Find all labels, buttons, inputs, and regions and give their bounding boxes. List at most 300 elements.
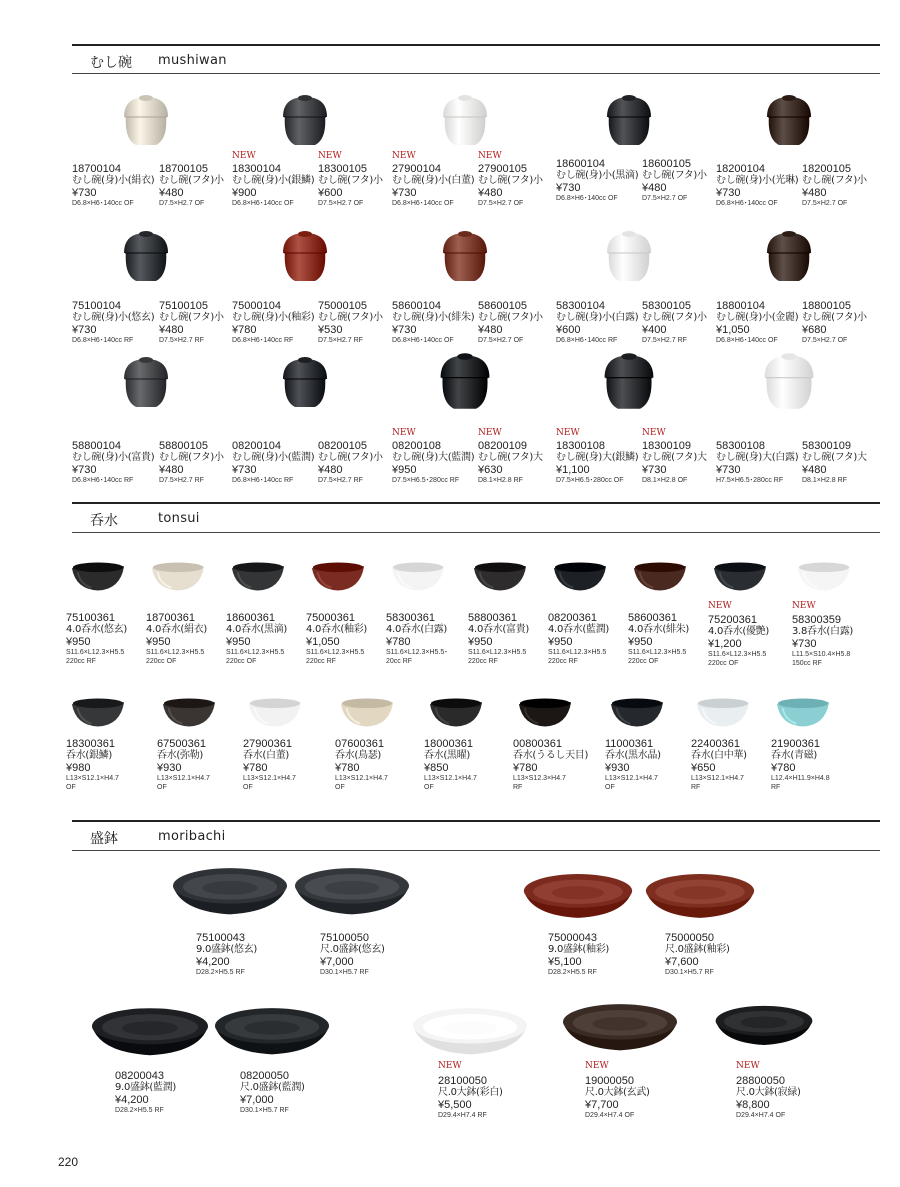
product-price: ¥5,100	[548, 956, 582, 968]
product-name: むし碗(フタ)小	[318, 312, 383, 323]
product-price: ¥1,200	[708, 638, 742, 650]
product-price: ¥950	[628, 636, 653, 648]
product-name: 9.0盛鉢(釉彩)	[548, 944, 610, 955]
product-code: 08200104	[232, 440, 281, 452]
product-spec: S11.6×L12.3×H5.5	[226, 649, 285, 656]
product-spec: D6.8×H6･140cc OF	[392, 200, 454, 207]
moribachi-image	[561, 1002, 679, 1052]
tonsui-image	[695, 694, 751, 730]
product-price: ¥730	[642, 464, 667, 476]
product-item	[802, 440, 888, 485]
product-item	[556, 158, 642, 203]
product-spec: D6.8×H6･140cc RF	[232, 337, 294, 344]
product-price: ¥5,500	[438, 1099, 472, 1111]
tonsui-image	[339, 694, 395, 730]
product-item	[802, 163, 888, 208]
product-code: 75100361	[66, 612, 115, 624]
product-price: ¥730	[392, 187, 417, 199]
product-spec: L13×S12.1×H4.7	[243, 775, 296, 782]
product-spec: D6.8×H6･140cc RF	[232, 477, 294, 484]
product-price: ¥950	[392, 464, 417, 476]
product-spec: D30.1×H5.7 RF	[665, 969, 714, 976]
new-badge: NEW	[232, 151, 256, 161]
product-spec-extra: RF	[771, 784, 781, 791]
product-spec: D6.8×H6･140cc OF	[556, 195, 618, 202]
product-name: 呑水(銀鱗)	[66, 750, 113, 761]
product-item	[708, 614, 794, 668]
product-name: 尺.0盛鉢(釉彩)	[665, 944, 730, 955]
page-number: 220	[58, 1155, 79, 1169]
new-badge: NEW	[392, 428, 416, 438]
product-code: 58300104	[556, 300, 605, 312]
product-spec-extra: OF	[424, 784, 434, 791]
product-spec: L12.4×H11.9×H4.8	[771, 775, 830, 782]
section-underline	[72, 532, 880, 533]
new-badge: NEW	[318, 151, 342, 161]
product-item	[478, 440, 564, 485]
mushiwan-image	[603, 93, 655, 147]
product-name: 呑水(青磁)	[771, 750, 818, 761]
product-name: 呑水(弥勒)	[157, 750, 204, 761]
product-spec: D7.5×H2.7 OF	[478, 337, 524, 344]
product-item	[72, 440, 158, 485]
product-price: ¥4,200	[115, 1094, 149, 1106]
mushiwan-image	[279, 355, 331, 409]
new-badge: NEW	[708, 601, 732, 611]
product-code: 75000104	[232, 300, 281, 312]
product-spec: S11.6×L12.3×H5.5	[628, 649, 687, 656]
product-spec-extra: 220cc RF	[306, 658, 336, 665]
product-spec: D7.5×H2.7 OF	[478, 200, 524, 207]
product-name: むし碗(フタ)大	[642, 452, 707, 463]
product-code: 58300105	[642, 300, 691, 312]
product-code: 08200361	[548, 612, 597, 624]
product-item	[240, 1070, 326, 1115]
product-name: むし碗(フタ)大	[802, 452, 867, 463]
product-name: 4.0呑水(釉彩)	[306, 624, 368, 635]
new-badge: NEW	[642, 428, 666, 438]
product-name: むし碗(身)小(藍潤)	[232, 452, 315, 463]
product-item	[226, 612, 312, 666]
product-name: むし碗(身)小(銀鱗)	[232, 175, 315, 186]
product-spec: D6.8×H6･140cc OF	[716, 200, 778, 207]
tonsui-image	[150, 558, 206, 594]
product-price: ¥650	[691, 762, 716, 774]
product-spec-extra: 150cc RF	[792, 660, 822, 667]
product-code: 75000043	[548, 932, 597, 944]
product-code: 08200109	[478, 440, 527, 452]
tonsui-image	[230, 558, 286, 594]
mushiwan-image	[439, 93, 491, 147]
product-item	[548, 612, 634, 666]
product-spec: D7.5×H2.7 OF	[802, 337, 848, 344]
product-name: 4.0呑水(悠玄)	[66, 624, 128, 635]
product-code: 18300361	[66, 738, 115, 750]
product-name: むし碗(フタ)大	[478, 452, 543, 463]
product-spec: D6.8×H6･140cc RF	[72, 477, 134, 484]
product-item	[736, 1075, 822, 1120]
product-spec: S11.6×L12.3×H5.5	[66, 649, 125, 656]
product-name: むし碗(身)大(藍潤)	[392, 452, 475, 463]
product-name: むし碗(身)小(富貴)	[72, 452, 155, 463]
product-item	[716, 440, 802, 485]
product-spec: S11.6×L12.3×H5.5･	[386, 649, 448, 656]
product-spec: S11.6×L12.3×H5.5	[548, 649, 607, 656]
product-price: ¥7,700	[585, 1099, 619, 1111]
product-spec: D7.5×H2.7 RF	[642, 337, 687, 344]
product-spec: L13×S12.3×H4.7	[513, 775, 566, 782]
product-price: ¥1,050	[716, 324, 750, 336]
product-spec: D7.5×H2.7 RF	[159, 337, 204, 344]
product-name: むし碗(フタ)小	[159, 312, 224, 323]
product-code: 18300108	[556, 440, 605, 452]
new-badge: NEW	[556, 428, 580, 438]
tonsui-image	[390, 558, 446, 594]
product-price: ¥600	[318, 187, 343, 199]
product-item	[232, 440, 318, 485]
product-spec: D28.2×H5.5 RF	[548, 969, 597, 976]
section-subtitle-moribachi: moribachi	[158, 829, 226, 844]
product-spec-extra: 220cc OF	[708, 660, 739, 667]
mushiwan-image	[120, 93, 172, 147]
section-underline	[72, 73, 880, 74]
product-item	[438, 1075, 524, 1120]
product-name: むし碗(フタ)小	[642, 170, 707, 181]
new-badge: NEW	[736, 1061, 760, 1071]
product-code: 08200050	[240, 1070, 289, 1082]
product-item	[115, 1070, 201, 1115]
product-name: 尺.0盛鉢(藍潤)	[240, 1082, 305, 1093]
product-code: 67500361	[157, 738, 206, 750]
tonsui-image	[310, 558, 366, 594]
moribachi-image	[213, 1006, 331, 1056]
product-item	[585, 1075, 671, 1120]
mushiwan-image	[279, 229, 331, 283]
product-item	[424, 738, 510, 792]
product-code: 58600105	[478, 300, 527, 312]
product-name: 3.8呑水(白露)	[792, 626, 854, 637]
product-price: ¥780	[771, 762, 796, 774]
product-code: 18000361	[424, 738, 473, 750]
section-subtitle-tonsui: tonsui	[158, 511, 200, 526]
product-code: 11000361	[605, 738, 654, 750]
product-code: 58300361	[386, 612, 435, 624]
product-spec: L13×S12.1×H4.7	[424, 775, 477, 782]
product-spec: D28.2×H5.5 RF	[115, 1107, 164, 1114]
product-item	[66, 738, 152, 792]
product-item	[716, 300, 802, 345]
product-spec-extra: RF	[513, 784, 523, 791]
product-item	[556, 440, 642, 485]
product-code: 08200108	[392, 440, 441, 452]
product-name: 4.0呑水(絹衣)	[146, 624, 208, 635]
product-code: 18600105	[642, 158, 691, 170]
product-code: 28800050	[736, 1075, 785, 1087]
product-item	[548, 932, 634, 977]
product-item	[716, 163, 802, 208]
product-item	[771, 738, 857, 792]
product-item	[392, 300, 478, 345]
product-code: 27900104	[392, 163, 441, 175]
product-price: ¥480	[159, 324, 184, 336]
tonsui-image	[70, 558, 126, 594]
product-code: 75000361	[306, 612, 355, 624]
product-name: 呑水(うるし天目)	[513, 750, 589, 761]
product-spec: S11.6×L12.3×H5.5	[708, 651, 767, 658]
product-price: ¥480	[318, 464, 343, 476]
product-spec: D29.4×H7.4 OF	[585, 1112, 635, 1119]
product-spec-extra: 20cc RF	[386, 658, 413, 665]
section-underline	[72, 850, 880, 851]
product-name: むし碗(フタ)小	[478, 175, 543, 186]
section-divider	[72, 820, 880, 822]
product-code: 75100043	[196, 932, 245, 944]
product-code: 18300109	[642, 440, 691, 452]
tonsui-image	[247, 694, 303, 730]
product-code: 75100050	[320, 932, 369, 944]
product-code: 00800361	[513, 738, 562, 750]
product-price: ¥600	[556, 324, 581, 336]
product-price: ¥730	[792, 638, 817, 650]
product-item	[468, 612, 554, 666]
product-spec: D8.1×H2.8 RF	[478, 477, 523, 484]
product-name: むし碗(身)大(白露)	[716, 452, 799, 463]
product-code: 18300104	[232, 163, 281, 175]
mushiwan-image	[760, 351, 818, 411]
product-price: ¥950	[548, 636, 573, 648]
mushiwan-image	[603, 229, 655, 283]
product-code: 18700105	[159, 163, 208, 175]
product-name: むし碗(身)小(金麗)	[716, 312, 799, 323]
product-code: 28100050	[438, 1075, 487, 1087]
product-name: 4.0呑水(優艶)	[708, 626, 770, 637]
product-spec: S11.6×L12.3×H5.5	[306, 649, 365, 656]
mushiwan-image	[120, 355, 172, 409]
product-price: ¥480	[478, 187, 503, 199]
moribachi-image	[171, 866, 289, 916]
product-code: 18800104	[716, 300, 765, 312]
product-code: 18200105	[802, 163, 851, 175]
product-name: 4.0呑水(富貴)	[468, 624, 530, 635]
product-spec-extra: OF	[605, 784, 615, 791]
product-spec: D29.4×H7.4 RF	[438, 1112, 487, 1119]
mushiwan-image	[120, 229, 172, 283]
product-name: 呑水(黒曜)	[424, 750, 471, 761]
product-price: ¥730	[392, 324, 417, 336]
product-price: ¥780	[335, 762, 360, 774]
product-price: ¥730	[72, 464, 97, 476]
section-subtitle-mushiwan: mushiwan	[158, 53, 227, 68]
product-code: 18700104	[72, 163, 121, 175]
product-name: 4.0呑水(緋朱)	[628, 624, 690, 635]
product-price: ¥730	[716, 187, 741, 199]
product-name: むし碗(身)小(光琳)	[716, 175, 799, 186]
moribachi-image	[522, 872, 634, 919]
product-spec-extra: OF	[66, 784, 76, 791]
product-spec: D29.4×H7.4 OF	[736, 1112, 786, 1119]
product-name: むし碗(身)大(銀鱗)	[556, 452, 639, 463]
product-item	[232, 300, 318, 345]
new-badge: NEW	[585, 1061, 609, 1071]
product-spec: D8.1×H2.8 RF	[802, 477, 847, 484]
product-spec: D6.8×H6･140cc OF	[716, 337, 778, 344]
product-code: 18200104	[716, 163, 765, 175]
product-item	[605, 738, 691, 792]
product-code: 58800361	[468, 612, 517, 624]
product-price: ¥780	[243, 762, 268, 774]
product-name: むし碗(フタ)小	[478, 312, 543, 323]
product-item	[66, 612, 152, 666]
product-price: ¥480	[159, 187, 184, 199]
product-spec: L13×S12.1×H4.7	[605, 775, 658, 782]
tonsui-image	[796, 558, 852, 594]
product-price: ¥730	[72, 324, 97, 336]
product-item	[392, 440, 478, 485]
product-item	[802, 300, 888, 345]
product-spec: D7.5×H2.7 OF	[318, 200, 364, 207]
product-spec-extra: 220cc RF	[468, 658, 498, 665]
product-code: 08200105	[318, 440, 367, 452]
product-name: むし碗(フタ)小	[642, 312, 707, 323]
product-code: 21900361	[771, 738, 820, 750]
product-item	[556, 300, 642, 345]
product-name: 尺.0大鉢(寂緑)	[736, 1087, 801, 1098]
product-price: ¥950	[66, 636, 91, 648]
product-price: ¥7,000	[320, 956, 354, 968]
product-price: ¥400	[642, 324, 667, 336]
product-name: 尺.0盛鉢(悠玄)	[320, 944, 385, 955]
product-item	[232, 163, 318, 208]
mushiwan-image	[763, 93, 815, 147]
product-code: 58300109	[802, 440, 851, 452]
product-spec-extra: 220cc OF	[146, 658, 177, 665]
product-item	[665, 932, 751, 977]
product-spec: D6.8×H6･140cc RF	[556, 337, 618, 344]
product-spec-extra: OF	[243, 784, 253, 791]
new-badge: NEW	[392, 151, 416, 161]
product-name: むし碗(身)小(悠玄)	[72, 312, 155, 323]
product-spec: S11.6×L12.3×H5.5	[146, 649, 205, 656]
product-code: 75000050	[665, 932, 714, 944]
product-price: ¥7,600	[665, 956, 699, 968]
product-spec: D7.5×H6.5･280cc RF	[392, 477, 460, 484]
product-spec: D6.8×H6･140cc OF	[392, 337, 454, 344]
mushiwan-image	[279, 93, 331, 147]
product-price: ¥780	[513, 762, 538, 774]
product-spec: D7.5×H2.7 OF	[802, 200, 848, 207]
product-spec-extra: 220cc RF	[548, 658, 578, 665]
product-item	[157, 738, 243, 792]
new-badge: NEW	[792, 601, 816, 611]
product-item	[196, 932, 282, 977]
moribachi-image	[293, 866, 411, 916]
mushiwan-image	[600, 351, 658, 411]
product-spec-extra: RF	[691, 784, 701, 791]
product-name: 尺.0大鉢(彩白)	[438, 1087, 503, 1098]
product-price: ¥530	[318, 324, 343, 336]
product-price: ¥7,000	[240, 1094, 274, 1106]
product-spec-extra: 220cc OF	[628, 658, 659, 665]
product-price: ¥730	[556, 182, 581, 194]
tonsui-image	[632, 558, 688, 594]
product-name: むし碗(身)小(絹衣)	[72, 175, 155, 186]
tonsui-image	[712, 558, 768, 594]
product-code: 18600361	[226, 612, 275, 624]
product-price: ¥950	[468, 636, 493, 648]
product-code: 18300105	[318, 163, 367, 175]
product-name: むし碗(身)小(黒滴)	[556, 170, 639, 181]
product-item	[335, 738, 421, 792]
product-spec: D7.5×H6.5･280cc OF	[556, 477, 624, 484]
product-item	[72, 163, 158, 208]
product-name: 9.0盛鉢(悠玄)	[196, 944, 258, 955]
product-spec: L11.5×S10.4×H5.8	[792, 651, 851, 658]
product-name: 尺.0大鉢(玄武)	[585, 1087, 650, 1098]
tonsui-image	[775, 694, 831, 730]
product-price: ¥900	[232, 187, 257, 199]
product-spec: D7.5×H2.7 RF	[159, 477, 204, 484]
product-spec-extra: OF	[157, 784, 167, 791]
product-price: ¥480	[802, 464, 827, 476]
moribachi-image	[714, 1004, 814, 1046]
tonsui-image	[161, 694, 217, 730]
mushiwan-image	[763, 229, 815, 283]
product-price: ¥480	[478, 324, 503, 336]
product-price: ¥1,100	[556, 464, 590, 476]
tonsui-image	[428, 694, 484, 730]
product-code: 22400361	[691, 738, 740, 750]
product-name: 呑水(黒水晶)	[605, 750, 661, 761]
product-code: 75100105	[159, 300, 208, 312]
product-price: ¥930	[605, 762, 630, 774]
product-code: 27900105	[478, 163, 527, 175]
product-name: むし碗(身)小(白董)	[392, 175, 475, 186]
product-code: 58300359	[792, 614, 841, 626]
product-spec: L13×S12.1×H4.7	[335, 775, 388, 782]
product-price: ¥630	[478, 464, 503, 476]
product-code: 18800105	[802, 300, 851, 312]
product-spec: D28.2×H5.5 RF	[196, 969, 245, 976]
section-title-mushiwan: むし碗	[90, 55, 132, 71]
product-spec-extra: 220cc RF	[66, 658, 96, 665]
product-name: むし碗(フタ)小	[318, 452, 383, 463]
moribachi-image	[411, 1006, 529, 1056]
product-spec: D7.5×H2.7 RF	[318, 477, 363, 484]
product-spec: H7.5×H6.5･280cc RF	[716, 477, 784, 484]
tonsui-image	[472, 558, 528, 594]
product-price: ¥780	[386, 636, 411, 648]
product-spec: L13×S12.1×H4.7	[157, 775, 210, 782]
tonsui-image	[552, 558, 608, 594]
product-spec: S11.6×L12.3×H5.5	[468, 649, 527, 656]
product-code: 27900361	[243, 738, 292, 750]
product-code: 58600361	[628, 612, 677, 624]
product-code: 58300108	[716, 440, 765, 452]
product-item	[386, 612, 472, 666]
section-title-moribachi: 盛鉢	[90, 831, 118, 847]
tonsui-image	[609, 694, 665, 730]
new-badge: NEW	[478, 428, 502, 438]
product-spec: D7.5×H2.7 OF	[642, 195, 688, 202]
product-item	[306, 612, 392, 666]
product-name: むし碗(フタ)小	[159, 175, 224, 186]
product-code: 58600104	[392, 300, 441, 312]
product-price: ¥480	[802, 187, 827, 199]
product-name: むし碗(フタ)小	[802, 175, 867, 186]
product-item	[146, 612, 232, 666]
product-price: ¥680	[802, 324, 827, 336]
new-badge: NEW	[438, 1061, 462, 1071]
